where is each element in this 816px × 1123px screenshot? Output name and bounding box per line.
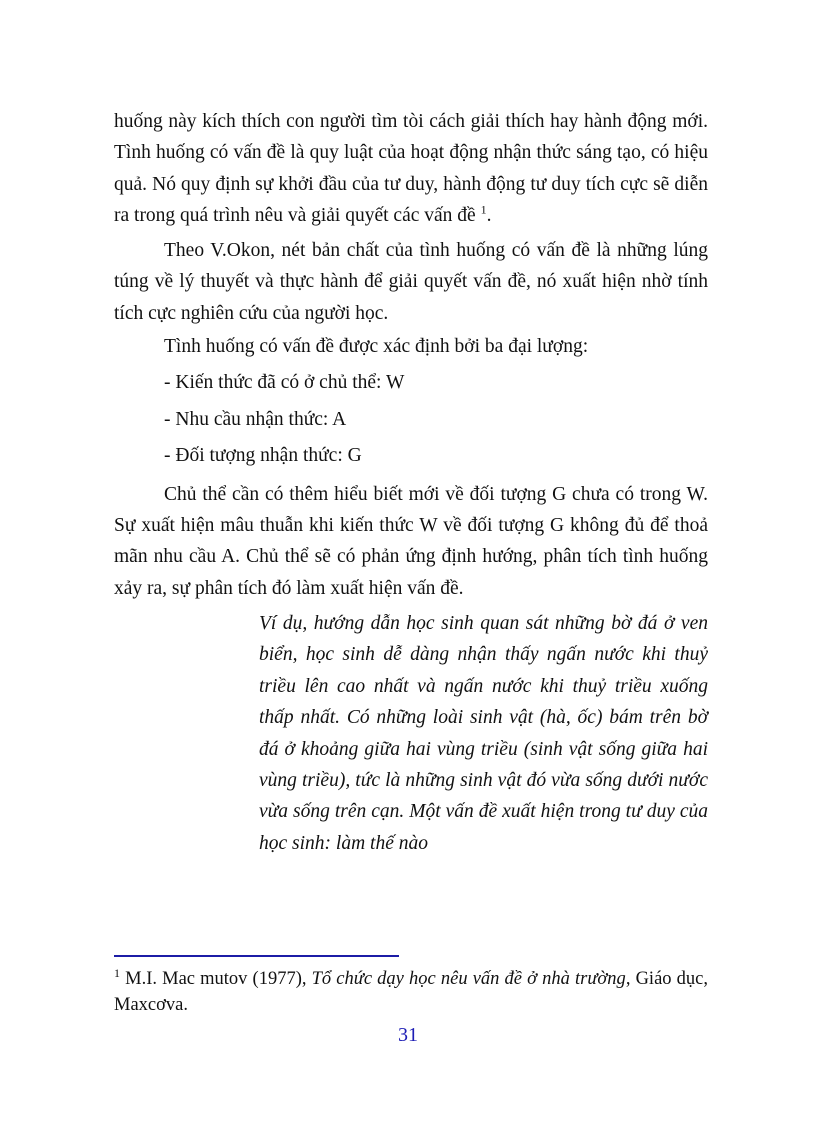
example-italic-block: Ví dụ, hướng dẫn học sinh quan sát những bờ đá ở ven biển, học sinh dễ dàng nhận thấy ngấn nước khi thuỷ triều lên cao nhất và ngấn nước khi thuỷ triều xuống thấp nhất. Có những loài sinh vật (hà, ốc) bám trên bờ đá ở khoảng giữa hai vùng triều (sinh vật sống giữa hai vùng triều), tức là những sinh vật đó vừa sống dưới nước vừa sống trên cạn. Một vấn đề xuất hiện trong tư duy của học sinh: làm thế nào [259,612,708,854]
page-body [114,106,708,859]
footnote-divider [114,955,399,957]
list-item-knowledge: - Kiến thức đã có ở chủ thể: W [164,372,405,394]
definition-block [114,329,708,475]
paragraph-1-text: huống này kích thích con người tìm tòi cách giải thích hay hành động mới. Tình huống có vấn đề là quy luật của hoạt động nhận thức sáng tạo, có hiệu quả. Nó quy định sự khởi đầu của tư duy, hành động tư duy tích cực sẽ diễn ra trong quá trình nêu và giải quyết các vấn đề [114,111,708,226]
paragraph-continuation [114,106,708,231]
footnote-marker: 1 [114,965,120,980]
list-item-need: - Nhu cầu nhận thức: A [164,408,347,430]
paragraph-okon: Theo V.Okon, nét bản chất của tình huống có vấn đề là những lúng túng về lý thuyết và thực hành để giải quyết vấn đề, nó xuất hiện nhờ tính tích cực nghiên cứu của người học. [114,240,708,324]
page-number: 31 [398,1024,418,1046]
paragraph-subject: Chủ thể cần có thêm hiểu biết mới về đối tượng G chưa có trong W. Sự xuất hiện mâu thuẫn khi kiến thức W về đối tượng G không đủ để thoả mãn nhu cầu A. Chủ thể sẽ có phản ứng định hướng, phân tích tình huống xảy ra, sự phân tích đó làm xuất hiện vấn đề. [114,483,708,599]
footnote-publisher: , Giáo dục, Maxcơva. [114,969,708,1015]
footnote-title: Tổ chức dạy học nêu vấn đề ở nhà trường [311,969,626,989]
paragraph-1-end: . [486,204,492,226]
footnote-author: M.I. Mac mutov (1977), [125,969,307,989]
footnote [114,966,708,1018]
list-item-object: - Đối tượng nhận thức: G [164,445,362,467]
paragraph-definition: Tình huống có vấn đề được xác định bởi ba đại lượng: [164,336,589,358]
footnote-reference[interactable]: 1 [480,202,487,217]
